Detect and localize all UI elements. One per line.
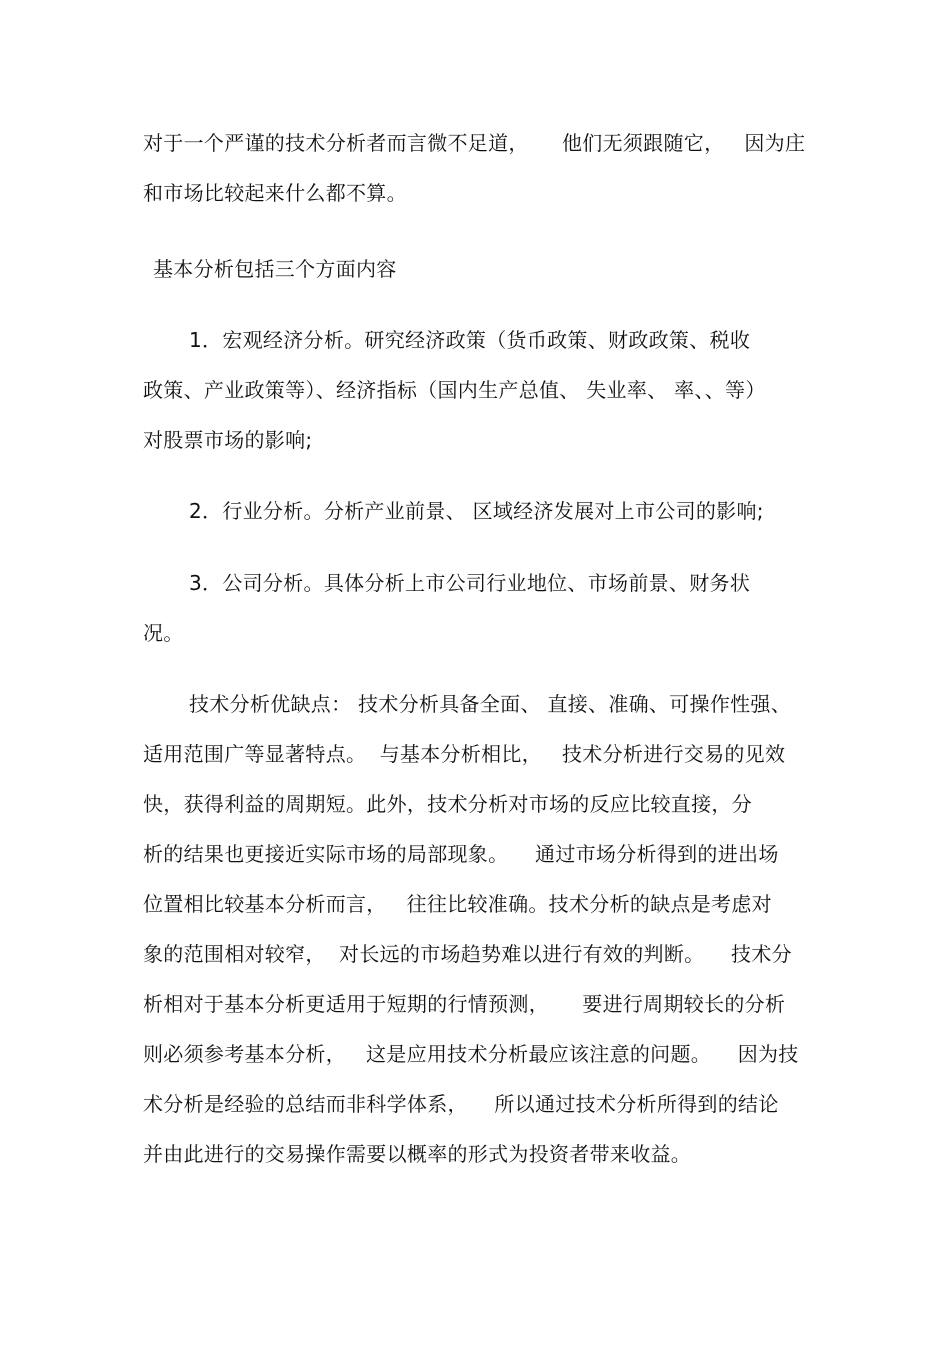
section-heading: 基本分析包括三个方面内容 bbox=[153, 257, 397, 281]
item-1-line-3: 对股票市场的影响; bbox=[143, 428, 313, 452]
item-3-line-2: 况。 bbox=[143, 621, 184, 645]
paragraph-1-line-2: 和市场比较起来什么都不算。 bbox=[143, 181, 407, 205]
item-2-line-1: 2．行业分析。分析产业前景、 区域经济发展对上市公司的影响; bbox=[189, 499, 764, 523]
paragraph-2-line-1: 技术分析优缺点： 技术分析具备全面、 直接、准确、可操作性强、 bbox=[189, 692, 792, 716]
paragraph-2-line-9: 术分析是经验的总结而非科学体系， 所以通过技术分析所得到的结论 bbox=[143, 1092, 779, 1116]
paragraph-2-line-5: 位置相比较基本分析而言， 往往比较准确。技术分析的缺点是考虑对 bbox=[143, 892, 772, 916]
item-1-line-2: 政策、产业政策等）、经济指标（国内生产总值、 失业率、 率、、等） bbox=[143, 378, 766, 402]
item-1-line-1: 1．宏观经济分析。研究经济政策（货币政策、财政政策、税收 bbox=[189, 328, 751, 352]
paragraph-2-line-3: 快，获得利益的周期短。此外，技术分析对市场的反应比较直接，分 bbox=[143, 792, 752, 816]
paragraph-1-line-1: 对于一个严谨的技术分析者而言微不足道， 他们无须跟随它， 因为庄 bbox=[143, 131, 806, 155]
item-3-line-1: 3．公司分析。具体分析上市公司行业地位、市场前景、财务状 bbox=[189, 571, 751, 595]
paragraph-2-line-7: 析相对于基本分析更适用于短期的行情预测， 要进行周期较长的分析 bbox=[143, 992, 786, 1016]
paragraph-2-line-2: 适用范围广等显著特点。 与基本分析相比， 技术分析进行交易的见效 bbox=[143, 742, 786, 766]
paragraph-2-line-8: 则必须参考基本分析， 这是应用技术分析最应该注意的问题。 因为技 bbox=[143, 1042, 799, 1066]
paragraph-2-line-4: 析的结果也更接近实际市场的局部现象。 通过市场分析得到的进出场 bbox=[143, 842, 779, 866]
paragraph-2-line-6: 象的范围相对较窄， 对长远的市场趋势难以进行有效的判断。 技术分 bbox=[143, 942, 792, 966]
paragraph-2-line-10: 并由此进行的交易操作需要以概率的形式为投资者带来收益。 bbox=[143, 1142, 692, 1166]
